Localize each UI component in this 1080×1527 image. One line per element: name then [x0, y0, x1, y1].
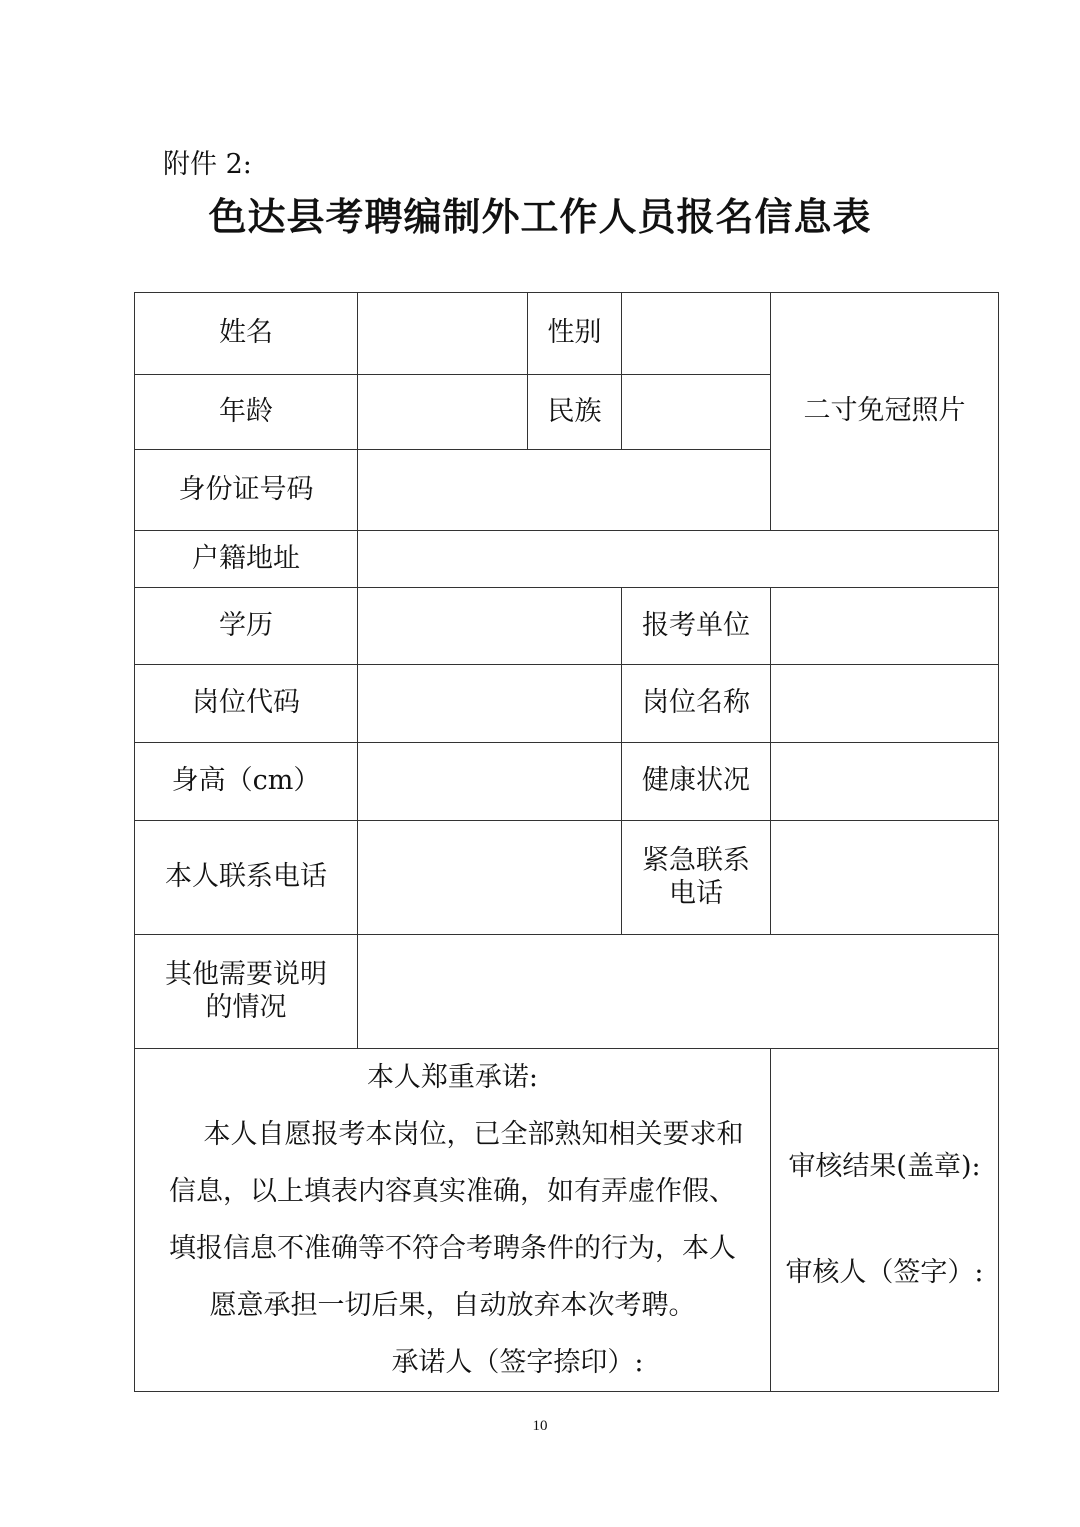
- health-label: 健康状况: [622, 743, 771, 821]
- position-name-field[interactable]: [771, 665, 999, 743]
- applying-unit-field[interactable]: [771, 588, 999, 665]
- position-code-label: 岗位代码: [135, 665, 358, 743]
- pledge-text-line: 愿意承担一切后果，自动放弃本次考聘。: [209, 1290, 696, 1321]
- ethnicity-label: 民族: [528, 375, 622, 450]
- attachment-label: 附件 2:: [163, 149, 252, 180]
- name-field[interactable]: [358, 293, 528, 375]
- age-field[interactable]: [358, 375, 528, 450]
- health-field[interactable]: [771, 743, 999, 821]
- ethnicity-field[interactable]: [622, 375, 771, 450]
- page-title: 色达县考聘编制外工作人员报名信息表: [208, 195, 872, 239]
- height-label: 身高（cm）: [135, 743, 358, 821]
- pledge-signature-label: 承诺人（签字捺印）:: [391, 1347, 644, 1378]
- household-address-label: 户籍地址: [135, 531, 358, 588]
- emergency-phone-label: 紧急联系 电话: [622, 821, 771, 935]
- page-number: 10: [532, 1418, 548, 1434]
- age-label: 年龄: [135, 375, 358, 450]
- other-notes-label: 其他需要说明 的情况: [135, 935, 358, 1049]
- id-number-field[interactable]: [358, 450, 771, 531]
- name-label: 姓名: [135, 293, 358, 375]
- household-address-field[interactable]: [358, 531, 999, 588]
- emergency-phone-field[interactable]: [771, 821, 999, 935]
- pledge-heading: 本人郑重承诺:: [366, 1062, 539, 1093]
- id-number-label: 身份证号码: [135, 450, 358, 531]
- education-label: 学历: [135, 588, 358, 665]
- applying-unit-label: 报考单位: [622, 588, 771, 665]
- gender-label: 性别: [528, 293, 622, 375]
- education-field[interactable]: [358, 588, 622, 665]
- phone-label: 本人联系电话: [135, 821, 358, 935]
- pledge-section: [135, 1049, 771, 1392]
- position-code-field[interactable]: [358, 665, 622, 743]
- registration-form-table: [134, 292, 999, 1392]
- pledge-text-line: 填报信息不准确等不符合考聘条件的行为，本人: [169, 1233, 736, 1264]
- review-section: [771, 1049, 999, 1392]
- other-notes-field[interactable]: [358, 935, 999, 1049]
- review-result-label: 审核结果(盖章):: [788, 1150, 981, 1182]
- reviewer-label: 审核人（签字）:: [785, 1257, 984, 1288]
- gender-field[interactable]: [622, 293, 771, 375]
- position-name-label: 岗位名称: [622, 665, 771, 743]
- phone-field[interactable]: [358, 821, 622, 935]
- pledge-text-line: 本人自愿报考本岗位，已全部熟知相关要求和: [203, 1119, 744, 1150]
- photo-label: 二寸免冠照片: [803, 395, 966, 427]
- pledge-text-line: 信息，以上填表内容真实准确，如有弄虚作假、: [169, 1176, 736, 1207]
- photo-box[interactable]: [771, 293, 999, 531]
- height-field[interactable]: [358, 743, 622, 821]
